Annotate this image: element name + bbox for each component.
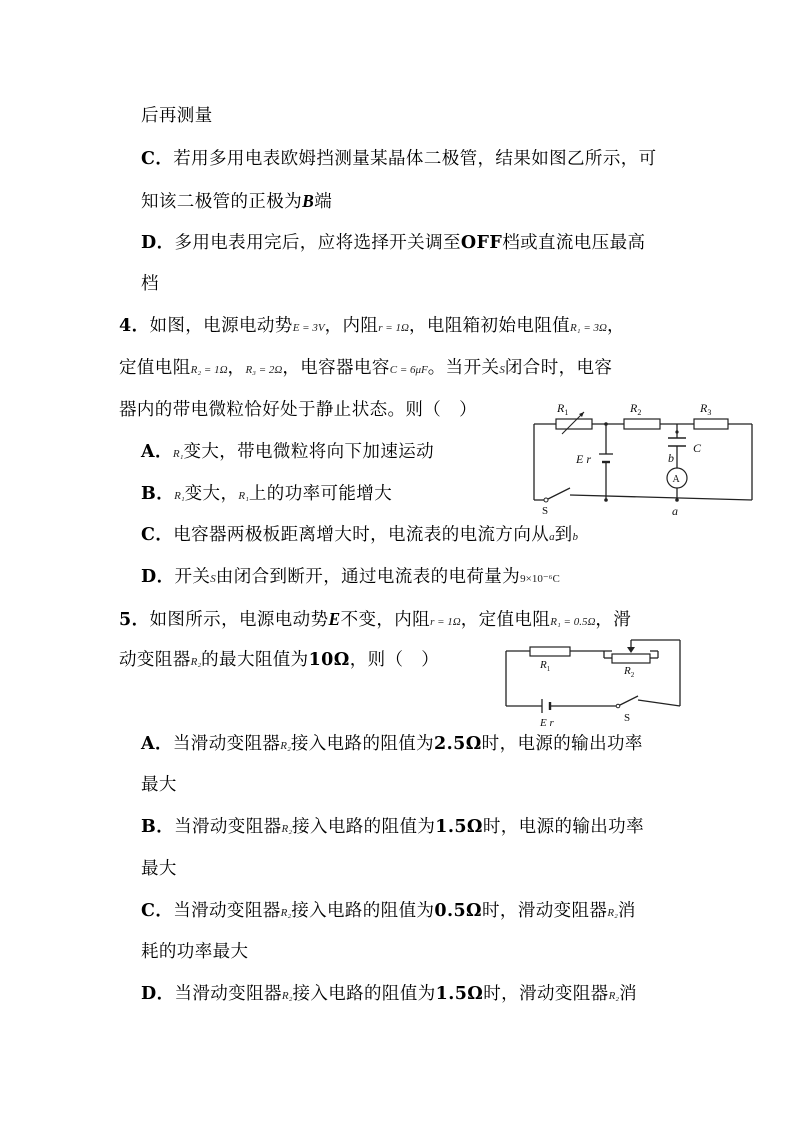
q3-option-c-line1: C．若用多用电表欧姆挡测量某晶体二极管，结果如图乙所示，可 xyxy=(141,149,657,169)
q5-circuit-diagram xyxy=(500,636,690,728)
q5-label-r2: $R_2$ xyxy=(624,665,635,679)
q4-stem-line1: 4．如图，电源电动势E = 3V，内阻r = 1Ω，电阻箱初始电阻值R₁ = 3Ω， xyxy=(119,316,625,336)
q5-slider-arrow xyxy=(627,647,635,653)
q4-option-a: A．R₁变大，带电微粒将向下加速运动 xyxy=(141,442,435,462)
q4-charged-particle xyxy=(675,430,678,433)
q4-option-c: C．电容器两极板距离增大时，电流表的电流方向从a到b xyxy=(141,525,579,545)
q3-option-b-tail: 后再测量 xyxy=(141,106,213,126)
q3-option-d-line2: 档 xyxy=(141,274,159,294)
q4-resistor-r2 xyxy=(624,419,660,429)
q5-option-c-line1: C．当滑动变阻器R₂接入电路的阻值为0.5Ω时，滑动变阻器R₂消 xyxy=(141,901,636,921)
q5-resistor-r2 xyxy=(612,654,650,663)
q4-ammeter-label: A xyxy=(672,474,680,485)
q4-label-r3: $R_3$ xyxy=(700,401,712,417)
q4-stem-line2: 定值电阻R₂ = 1Ω，R₃ = 2Ω，电容器电容C = 6μF。当开关S闭合时，电容 xyxy=(119,358,613,378)
q4-label-s: S xyxy=(542,505,549,516)
q4-circuit-diagram xyxy=(520,396,760,516)
q4-resistor-r3 xyxy=(694,419,728,429)
q3-option-d-line1: D．多用电表用完后，应将选择开关调至OFF档或直流电压最高 xyxy=(141,233,646,253)
q5-option-d-line1: D．当滑动变阻器R₂接入电路的阻值为1.5Ω时，滑动变阻器R₂消 xyxy=(141,984,638,1004)
q5-resistor-r1 xyxy=(530,647,570,656)
q4-switch-contact xyxy=(544,498,548,502)
q4-label-er: E r xyxy=(576,452,591,466)
q5-option-b-line2: 最大 xyxy=(141,859,177,879)
q4-label-a: a xyxy=(672,504,678,516)
q4-label-r1: $R_1$ xyxy=(557,401,569,417)
q5-label-r1: $R_1$ xyxy=(540,659,551,673)
q4-stem-line3: 器内的带电微粒恰好处于静止状态。则（ ） xyxy=(119,400,477,420)
q4-label-c: C xyxy=(693,441,702,455)
q5-option-b-line1: B．当滑动变阻器R₂接入电路的阻值为1.5Ω时，电源的输出功率 xyxy=(141,817,644,837)
q5-option-a-line1: A．当滑动变阻器R₂接入电路的阻值为2.5Ω时，电源的输出功率 xyxy=(141,734,643,754)
q4-label-r2: $R_2$ xyxy=(630,401,642,417)
q5-option-a-line2: 最大 xyxy=(141,775,177,795)
q4-option-d: D．开关S由闭合到断开，通过电流表的电荷量为9×10⁻⁶C xyxy=(141,567,560,587)
q5-option-c-line2: 耗的功率最大 xyxy=(141,942,249,962)
q4-resistor-r1 xyxy=(556,419,592,429)
q5-stem-line1: 5．如图所示，电源电动势E不变，内阻r = 1Ω，定值电阻R₁ = 0.5Ω，滑 xyxy=(119,609,632,630)
q5-label-s: S xyxy=(624,712,631,724)
q5-stem-line2: 动变阻器R₂的最大阻值为10Ω，则（ ） xyxy=(119,650,440,670)
q4-label-b: b xyxy=(668,451,674,465)
q5-label-er: E r xyxy=(540,717,554,728)
q3-option-c-line2: 知该二极管的正极为B端 xyxy=(141,191,333,212)
q4-option-b: B．R₁变大，R₁上的功率可能增大 xyxy=(141,484,393,504)
